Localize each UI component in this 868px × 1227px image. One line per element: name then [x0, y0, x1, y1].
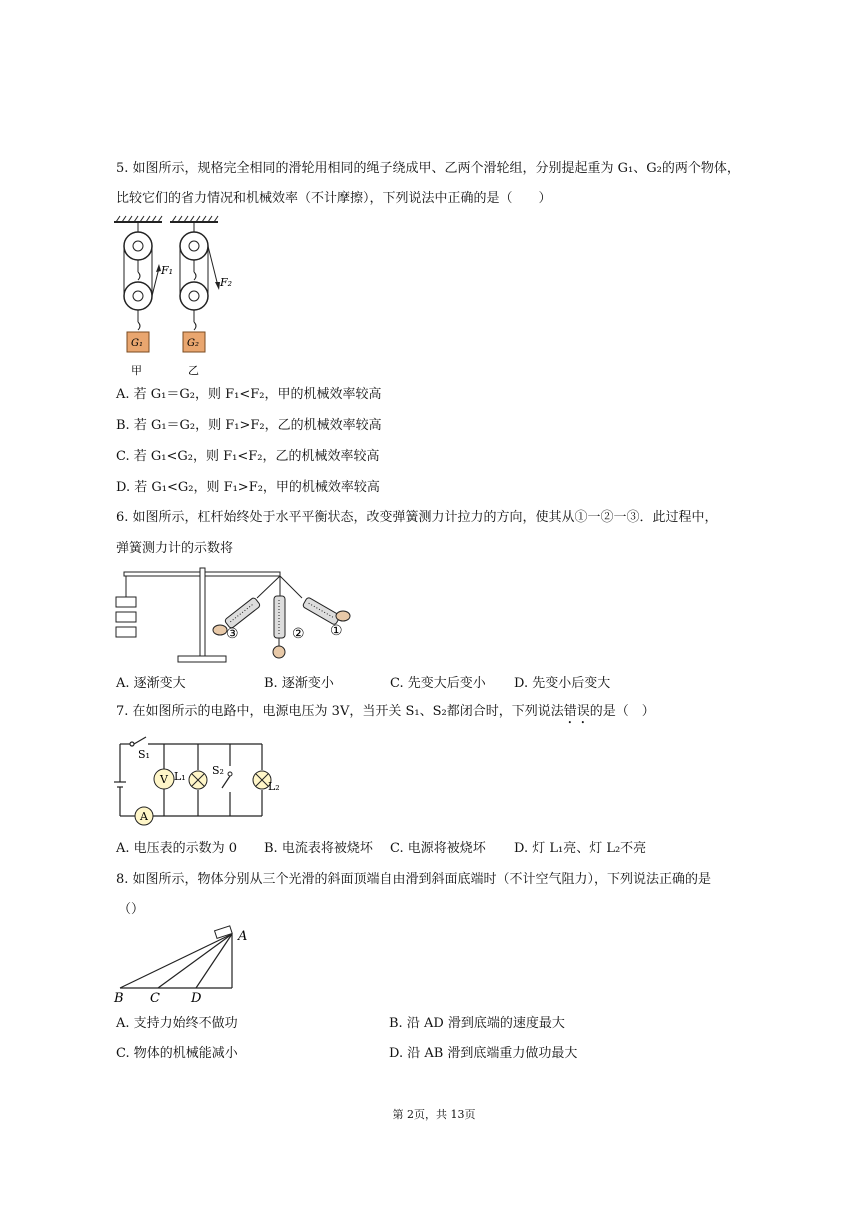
circuit-figure [112, 734, 282, 832]
q7-option-c: C. 电源将被烧坏 [390, 841, 486, 856]
g1-label: G₁ [131, 338, 143, 349]
q8-option-a: A. 支持力始终不做功 [116, 1016, 238, 1031]
q7-option-a: A. 电压表的示数为 0 [116, 841, 238, 856]
lever-figure [112, 562, 362, 670]
q6-option-c: C. 先变大后变小 [390, 676, 486, 691]
point-d-label: D [191, 991, 202, 1006]
q6-option-d: D. 先变小后变大 [514, 676, 611, 691]
g2-label: G₂ [187, 338, 199, 349]
s2-label: S₂ [212, 764, 224, 777]
q7-stem-emphasis: 错误 [563, 704, 590, 719]
l2-label: L₂ [268, 780, 280, 793]
q8-option-c: C. 物体的机械能减小 [116, 1046, 238, 1061]
q5-stem-line2: 比较它们的省力情况和机械效率（不计摩擦），下列说法中正确的是（ ） [116, 191, 552, 206]
q7-option-d: D. 灯 L₁亮、灯 L₂不亮 [514, 841, 647, 856]
q6-stem-line2: 弹簧测力计的示数将 [116, 541, 234, 556]
voltmeter-label: V [160, 773, 168, 786]
q6-option-b: B. 逐渐变小 [264, 676, 334, 691]
l1-label: L₁ [174, 770, 186, 783]
point-c-label: C [150, 991, 160, 1006]
q5-option-b: B. 若 G₁＝G₂，则 F₁>F₂，乙的机械效率较高 [116, 418, 382, 433]
q5-stem-line1: 5. 如图所示，规格完全相同的滑轮用相同的绳子绕成甲、乙两个滑轮组，分别提起重为 G₁、G₂的两个物体， [116, 161, 740, 176]
s1-label: S₁ [138, 748, 150, 761]
q7-stem-post: 的是（ ） [589, 704, 655, 719]
f1-label: F₁ [161, 264, 174, 277]
q8-option-d: D. 沿 AB 滑到底端重力做功最大 [389, 1046, 578, 1061]
point-a-label: A [238, 929, 248, 944]
pulley-figure [112, 214, 242, 376]
q7-stem-pre: 7. 在如图所示的电路中，电源电压为 3V，当开关 S₁、S₂都闭合时，下列说法 [116, 704, 564, 719]
yi-label: 乙 [188, 364, 199, 376]
q5-option-c: C. 若 G₁<G₂，则 F₁<F₂，乙的机械效率较高 [116, 449, 380, 464]
circled-1-label: ① [330, 623, 343, 639]
circled-2-label: ② [292, 626, 305, 642]
point-b-label: B [114, 991, 124, 1006]
q5-option-a: A. 若 G₁＝G₂，则 F₁<F₂，甲的机械效率较高 [116, 387, 382, 402]
ammeter-label: A [140, 810, 148, 823]
jia-label: 甲 [131, 364, 142, 376]
circled-3-label: ③ [226, 626, 239, 642]
q7-stem [116, 703, 655, 727]
q7-option-b: B. 电流表将被烧坏 [264, 841, 373, 856]
page-footer: 第 2页，共 13页 [392, 1108, 476, 1121]
q5-option-d: D. 若 G₁<G₂，则 F₁>F₂，甲的机械效率较高 [116, 480, 380, 495]
q6-option-a: A. 逐渐变大 [116, 676, 186, 691]
q6-stem-line1: 6. 如图所示，杠杆始终处于水平平衡状态，改变弹簧测力计拉力的方向，使其从①一②一③．此过程中， [116, 510, 718, 525]
f2-label: F₂ [220, 276, 233, 289]
q8-stem-line1: 8. 如图所示，物体分别从三个光滑的斜面顶端自由滑到斜面底端时（不计空气阻力），下列说法正确的是 [116, 872, 712, 887]
incline-figure [112, 924, 262, 1006]
q8-option-b: B. 沿 AD 滑到底端的速度最大 [389, 1016, 565, 1031]
q8-stem-line2: （） [118, 902, 145, 917]
